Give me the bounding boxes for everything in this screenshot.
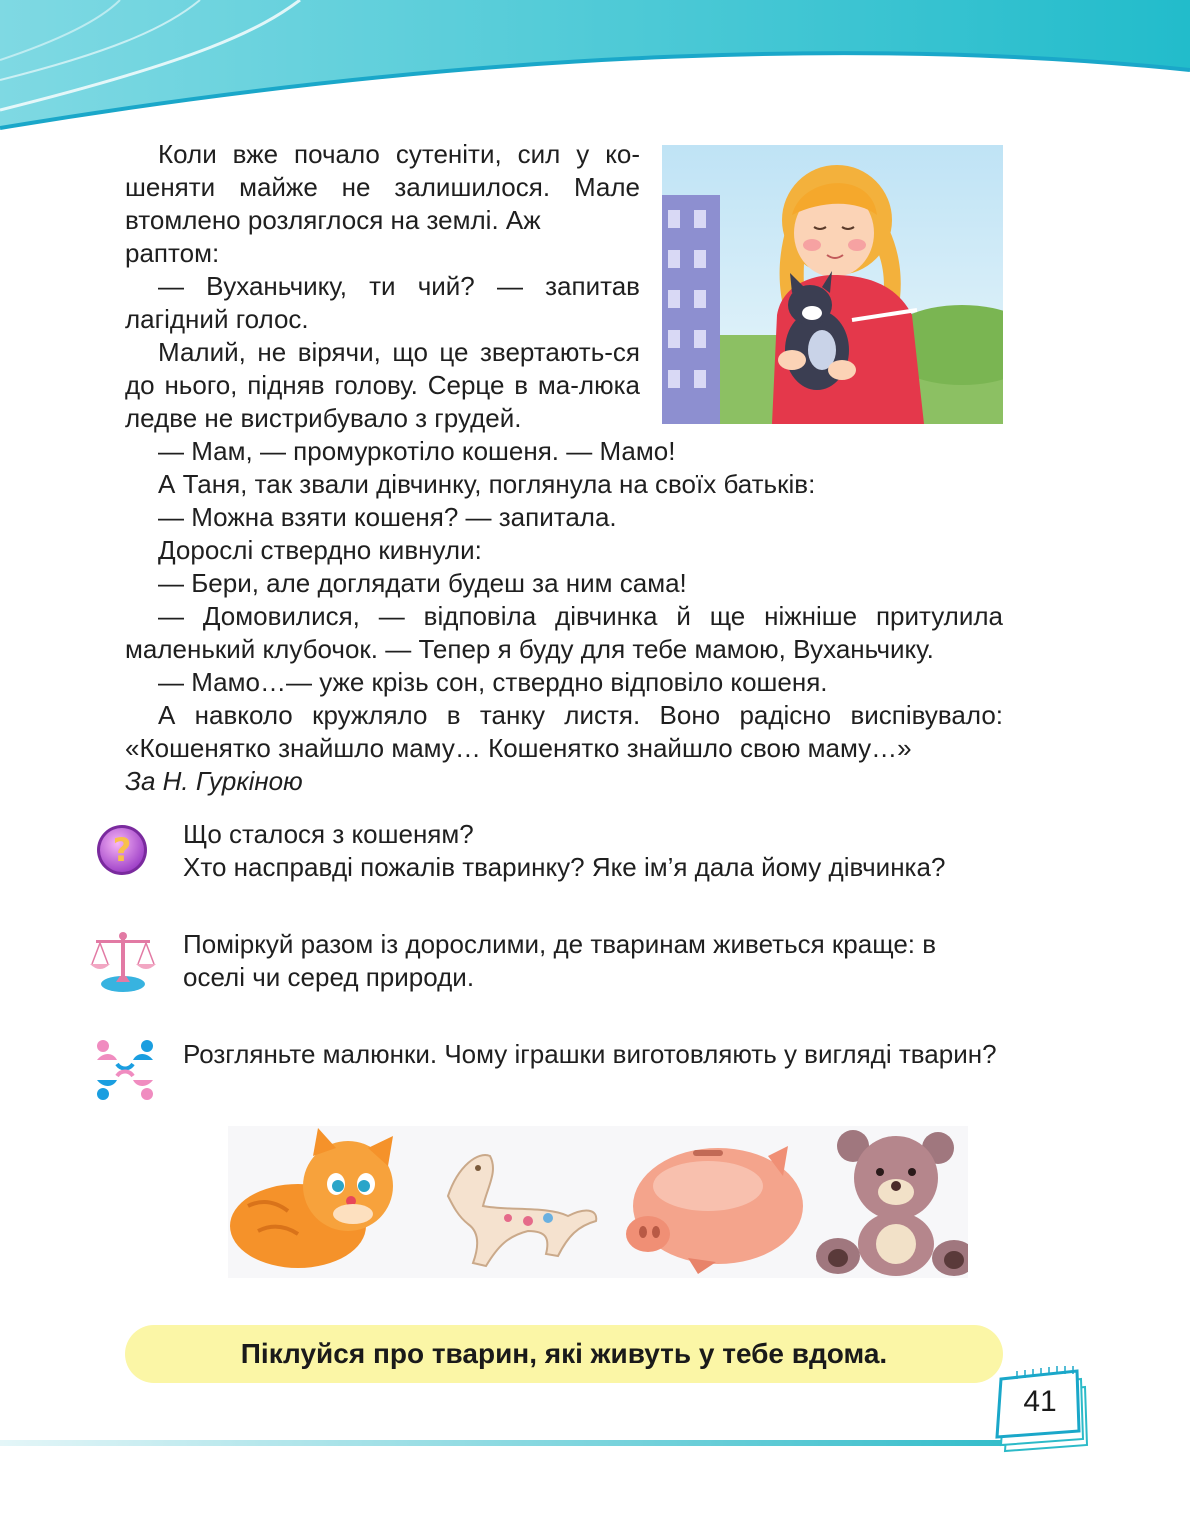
story-paragraph: А Таня, так звали дівчинку, поглянула на своїх батьків:: [158, 469, 816, 499]
header-wave-decoration: [0, 0, 1190, 140]
animal-toys-illustration: [228, 1126, 968, 1278]
question-line: Хто насправді пожалів тваринку? Яке ім’я дала йому дівчинка?: [183, 852, 946, 882]
page-number: 41: [1023, 1385, 1057, 1418]
story-paragraph: — Мамо…— уже крізь сон, ствердно відповіло кошеня.: [158, 667, 828, 697]
think-text: Поміркуй разом із дорослими, де тваринам живеться краще: в оселі чи серед природи.: [183, 929, 937, 992]
svg-text:?: ?: [112, 831, 132, 869]
story-paragraph: — Домовилися, — відповіла дівчинка й ще ніжніше притулила маленький клубочок. — Тепер я буду для тебе мамою, Вуханьчику.: [125, 601, 1003, 664]
story-paragraph: А навколо кружляло в танку листя. Воно радісно виспівувало: «Кошенятко знайшло маму… Кошенятко знайшло свою маму…»: [125, 700, 1003, 763]
footer-line-decoration: [0, 1438, 1050, 1448]
story-paragraph: Дорослі ствердно кивнули:: [158, 535, 482, 565]
story-paragraph: Малий, не вірячи, що це звертають-ся до нього, підняв голову. Серце в ма-люка ледве не вистрибувало з грудей.: [125, 337, 640, 433]
story-paragraph: раптом:: [125, 238, 220, 268]
think-task: [183, 928, 1003, 994]
story-author: За Н. Гуркіною: [125, 766, 303, 796]
group-work-icon: [93, 1038, 157, 1102]
story-paragraph: — Мам, — промуркотіло кошеня. — Мамо!: [158, 436, 676, 466]
question-line: Що сталося з кошеням?: [183, 819, 474, 849]
group-task: [183, 1038, 1003, 1071]
question-mark-icon: [95, 823, 149, 877]
moral-banner: Піклуйся про тварин, які живуть у тебе вдома.: [125, 1325, 1003, 1383]
story-paragraph: — Бери, але доглядати будеш за ним сама!: [158, 568, 687, 598]
question-task: [183, 818, 1003, 884]
group-task-text: Розгляньте малюнки. Чому іграшки виготовляють у вигляді тварин?: [183, 1039, 997, 1069]
story-paragraph: Коли вже почало сутеніти, сил у ко-шеняти майже не залишилося. Мале втомлено розляглося на землі. Аж: [125, 139, 640, 235]
story-text: [125, 138, 1003, 798]
story-paragraph: — Вуханьчику, ти чий? — запитав лагідний голос.: [125, 271, 640, 334]
story-paragraph: — Можна взяти кошеня? — запитала.: [158, 502, 617, 532]
scales-icon: [88, 926, 158, 996]
